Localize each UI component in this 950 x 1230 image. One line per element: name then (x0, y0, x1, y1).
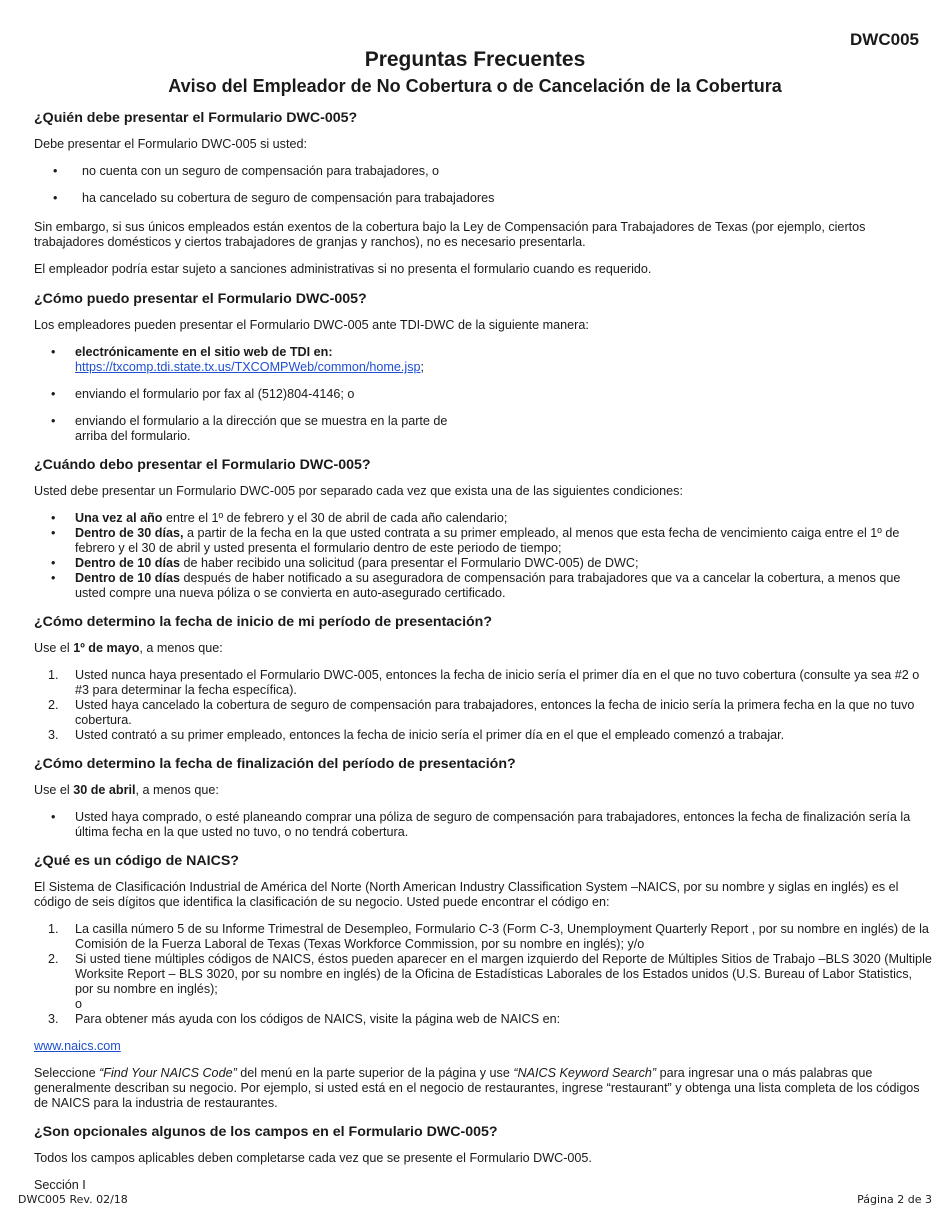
list-number: 2. (48, 952, 59, 966)
list-extra: o (75, 997, 83, 1011)
condition-text: a partir de la fecha en la que usted contrata a su primer empleado, al menos que esta fecha de vencimiento caiga entre el 1º de febrero y el 30 de abril y usted presenta el formulario dentro de este periodo de tiempo; (75, 526, 900, 555)
page-title: Preguntas Frecuentes (364, 48, 586, 71)
question-naics-intro: El Sistema de Clasificación Industrial de América del Norte (North American Industry Classification System –NAICS, por su nombre y siglas en inglés) es el código de seis dígitos que identifica la clasificación de su negocio. Usted puede encontrar el código en: (34, 880, 899, 909)
list-item: • no cuenta con un seguro de compensación para trabajadores, o (34, 164, 932, 179)
intro-text: Use el (34, 783, 74, 797)
list-item (34, 556, 932, 571)
instruction-text: Seleccione (34, 1066, 100, 1080)
list-number: 3. (48, 1012, 59, 1026)
question-start-date-intro (34, 641, 932, 656)
list-text: Usted nunca haya presentado el Formulario DWC-005, entonces la fecha de inicio sería el primer día en el que no tuvo cobertura (consulte ya sea #2 o #3 para determinar la fecha específica). (75, 668, 920, 697)
question-end-date-list (34, 810, 932, 840)
naics-link-paragraph (34, 1039, 932, 1054)
faq-content (34, 109, 932, 1205)
condition-text: entre el 1º de febrero y el 30 de abril de cada año calendario; (162, 511, 508, 525)
question-who-heading: ¿Quién debe presentar el Formulario DWC-005? (34, 110, 358, 126)
instruction-italic: “Find Your NAICS Code” (99, 1066, 237, 1080)
form-code: DWC005 (850, 30, 919, 49)
question-start-date-list (34, 668, 932, 743)
instruction-text: para ingresar una o más palabras que generalmente describan su negocio. Por ejemplo, si usted está en el negocio de restaurantes, ingrese “restaurant” y obtenga una lista completa de los códigos de NAICS para la industria de restaurantes. (34, 1066, 920, 1110)
naics-instructions (34, 1066, 932, 1111)
list-item (34, 571, 932, 601)
intro-text: , a menos que: (139, 641, 223, 655)
question-who-exemption: Sin embargo, si sus únicos empleados están exentos de la cobertura bajo la Ley de Compensación para Trabajadores de Texas (por ejemplo, ciertos trabajadores domésticos y ciertos trabajadores de granjas y ranchos), no es necesario presentarla. (34, 220, 866, 249)
link-punctuation: ; (420, 360, 425, 374)
question-optional-fields-text: Todos los campos aplicables deben completarse cada vez que se presente el Formulario DWC-005. (34, 1151, 592, 1165)
footer-page-number: Página 2 de 3 (857, 1193, 932, 1206)
mail-line-2: arriba del formulario. (75, 429, 191, 443)
list-text: La casilla número 5 de su Informe Trimestral de Desempleo, Formulario C-3 (Form C-3, Unemployment Quarterly Report , por su nombre en inglés) de la Comisión de la Fuerza Laboral de Texas (Texas Workforce Commission, por su nombre en inglés); y/o (75, 922, 929, 951)
instruction-text: del menú en la parte superior de la página y use (236, 1066, 514, 1080)
list-item (34, 698, 932, 728)
online-filing-label: electrónicamente en el sitio web de TDI en: (75, 345, 333, 359)
list-item (34, 952, 932, 1012)
question-how-intro: Los empleadores pueden presentar el Formulario DWC-005 ante TDI-DWC de la siguiente manera: (34, 318, 589, 332)
condition-bold: Dentro de 10 días (75, 556, 180, 570)
list-item (34, 668, 932, 698)
question-when-intro: Usted debe presentar un Formulario DWC-005 por separado cada vez que exista una de las siguientes condiciones: (34, 484, 683, 498)
question-who-penalty: El empleador podría estar sujeto a sanciones administrativas si no presenta el formulario cuando es requerido. (34, 262, 652, 276)
section-label: Sección I (34, 1178, 86, 1192)
list-item: • enviando el formulario por fax al (512)804-4146; o (34, 387, 932, 402)
intro-date: 1º de mayo (73, 641, 140, 655)
list-item (34, 414, 932, 444)
question-how-list (34, 345, 932, 444)
intro-text: Use el (34, 641, 74, 655)
list-text: Si usted tiene múltiples códigos de NAICS, éstos pueden aparecer en el margen izquierdo del Reporte de Múltiples Sitios de Trabajo –BLS 3020 (Multiple Worksite Report – BLS 3020, por su nombre en inglés) de la Oficina de Estadísticas Laborales de los Estados unidos (U.S. Bureau of Labor Statistics, por su nombre en inglés); (75, 952, 932, 996)
question-who-list (34, 164, 932, 206)
condition-text: de haber recibido una solicitud (para presentar el Formulario DWC-005) de DWC; (179, 556, 639, 570)
list-text: Para obtener más ayuda con los códigos de NAICS, visite la página web de NAICS en: (75, 1012, 561, 1026)
list-item (34, 922, 932, 952)
condition-text: después de haber notificado a su aseguradora de compensación para trabajadores que va a cancelar la cobertura, a menos que usted compre una nueva póliza o se convierta en auto-asegurado certificado. (75, 571, 901, 600)
list-item: • Usted haya comprado, o esté planeando comprar una póliza de seguro de compensación para trabajadores, entonces la fecha de finalización sería la última fecha en la que usted no tuvo, o no tendrá cobertura. (34, 810, 932, 840)
page-subtitle: Aviso del Empleador de No Cobertura o de Cancelación de la Cobertura (168, 76, 782, 96)
question-when-heading: ¿Cuándo debo presentar el Formulario DWC-005? (34, 457, 371, 473)
question-optional-fields-heading: ¿Son opcionales algunos de los campos en el Formulario DWC-005? (34, 1124, 498, 1140)
instruction-italic: “NAICS Keyword Search” (513, 1066, 657, 1080)
condition-bold: Dentro de 10 días (75, 571, 180, 585)
intro-date: 30 de abril (73, 783, 136, 797)
question-end-date-intro (34, 783, 932, 798)
tdi-website-link[interactable]: https://txcomp.tdi.state.tx.us/TXCOMPWeb/common/home.jsp (75, 360, 421, 374)
question-end-date-heading: ¿Cómo determino la fecha de finalización del período de presentación? (34, 756, 516, 772)
question-how-heading: ¿Cómo puedo presentar el Formulario DWC-005? (34, 291, 367, 307)
naics-website-link[interactable]: www.naics.com (34, 1039, 121, 1053)
list-item (34, 345, 932, 375)
condition-bold: Dentro de 30 días, (75, 526, 184, 540)
list-text: Usted contrató a su primer empleado, entonces la fecha de inicio sería el primer día en el que el empleado comenzó a trabajar. (75, 728, 785, 742)
mail-line-1: enviando el formulario a la dirección que se muestra en la parte de (75, 414, 448, 428)
list-number: 1. (48, 922, 59, 936)
list-text: Usted haya cancelado la cobertura de seguro de compensación para trabajadores, entonces la fecha de inicio sería la primera fecha en la que no tuvo cobertura. (75, 698, 915, 727)
list-item (34, 728, 932, 743)
question-naics-heading: ¿Qué es un código de NAICS? (34, 853, 239, 869)
list-number: 2. (48, 698, 59, 712)
question-who-intro: Debe presentar el Formulario DWC-005 si usted: (34, 137, 307, 151)
list-item (34, 526, 932, 556)
list-item (34, 511, 932, 526)
condition-bold: Una vez al año (75, 511, 163, 525)
list-item (34, 1012, 932, 1027)
footer-revision: DWC005 Rev. 02/18 (18, 1193, 128, 1206)
question-start-date-heading: ¿Cómo determino la fecha de inicio de mi período de presentación? (34, 614, 493, 630)
list-number: 1. (48, 668, 59, 682)
question-naics-list (34, 922, 932, 1027)
list-number: 3. (48, 728, 59, 742)
list-item: • ha cancelado su cobertura de seguro de compensación para trabajadores (34, 191, 932, 206)
intro-text: , a menos que: (135, 783, 219, 797)
question-when-list (34, 511, 932, 601)
